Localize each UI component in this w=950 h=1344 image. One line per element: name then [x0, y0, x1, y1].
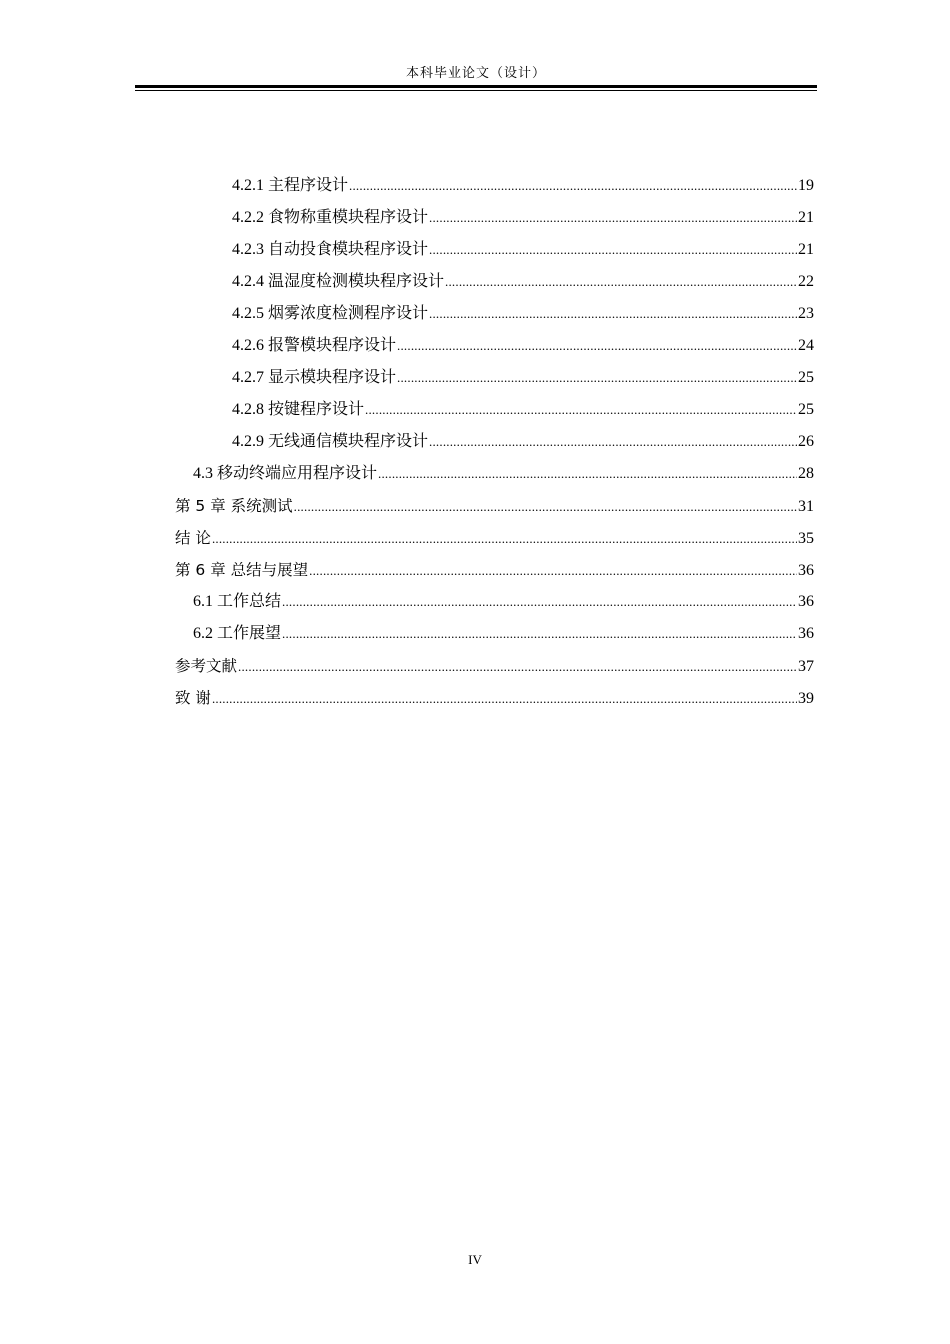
toc-entry-title: 4.2.3 自动投食模块程序设计	[232, 241, 429, 258]
toc-dot-leader	[238, 651, 797, 683]
header-rule-thick	[135, 85, 817, 88]
toc-entry-page: 28	[798, 465, 814, 482]
toc-entry[interactable]	[175, 522, 814, 554]
toc-dot-leader	[294, 491, 797, 523]
toc-dot-leader	[365, 394, 797, 426]
toc-entry[interactable]	[232, 202, 814, 234]
toc-entry-title: 4.2.6 报警模块程序设计	[232, 337, 397, 354]
page-number: IV	[468, 1252, 482, 1267]
toc-entry-page: 21	[798, 209, 814, 226]
toc-entry-page: 39	[798, 690, 814, 707]
toc-dot-leader	[429, 298, 797, 330]
toc-entry-page: 25	[798, 401, 814, 418]
toc-dot-leader	[429, 234, 797, 266]
toc-entry-title: 4.3 移动终端应用程序设计	[193, 465, 378, 482]
toc-entry-page: 22	[798, 273, 814, 290]
toc-entry[interactable]	[175, 650, 814, 682]
toc-entry[interactable]	[232, 266, 814, 298]
toc-entry-page: 37	[798, 658, 814, 675]
toc-entry-title: 4.2.9 无线通信模块程序设计	[232, 433, 429, 450]
toc-dot-leader	[397, 330, 797, 362]
toc-entry[interactable]	[175, 682, 814, 714]
toc-entry[interactable]	[193, 618, 814, 650]
toc-entry-title: 4.2.1 主程序设计	[232, 177, 349, 194]
toc-dot-leader	[429, 202, 797, 234]
toc-entry[interactable]	[232, 170, 814, 202]
toc-entry[interactable]	[232, 298, 814, 330]
toc-dot-leader	[282, 618, 797, 650]
toc-entry-page: 35	[798, 530, 814, 547]
toc-entry[interactable]	[232, 330, 814, 362]
toc-dot-leader	[378, 458, 797, 490]
toc-entry-title: 参考文献	[175, 657, 238, 675]
toc-entry-page: 36	[798, 625, 814, 642]
toc-entry-page: 36	[798, 593, 814, 610]
toc-entry-page: 24	[798, 337, 814, 354]
toc-dot-leader	[212, 523, 797, 555]
toc-entry-title: 第 5 章 系统测试	[175, 497, 293, 515]
toc-entry-title: 6.1 工作总结	[193, 593, 282, 610]
toc-entry-title: 4.2.5 烟雾浓度检测程序设计	[232, 305, 429, 322]
toc-entry-title: 6.2 工作展望	[193, 625, 282, 642]
toc-entry-page: 19	[798, 177, 814, 194]
toc-entry[interactable]	[175, 554, 814, 586]
toc-entry-title: 4.2.8 按键程序设计	[232, 401, 365, 418]
toc-dot-leader	[309, 555, 797, 587]
toc-entry-title: 致 谢	[175, 689, 211, 707]
toc-entry-page: 36	[798, 562, 814, 579]
toc-entry[interactable]	[175, 490, 814, 522]
toc-entry[interactable]	[193, 458, 814, 490]
toc-entry[interactable]	[232, 234, 814, 266]
toc-entry-title: 4.2.7 显示模块程序设计	[232, 369, 397, 386]
toc-entry[interactable]	[193, 586, 814, 618]
toc-entry-page: 31	[798, 498, 814, 515]
toc-entry-page: 25	[798, 369, 814, 386]
toc-dot-leader	[397, 362, 797, 394]
toc-dot-leader	[212, 683, 797, 715]
toc-entry-title: 第 6 章 总结与展望	[175, 561, 309, 579]
toc-dot-leader	[349, 170, 797, 202]
header-title: 本科毕业论文（设计）	[405, 65, 546, 80]
toc-entry-page: 23	[798, 305, 814, 322]
toc-entry[interactable]	[232, 426, 814, 458]
toc-entry-page: 26	[798, 433, 814, 450]
toc-entry-title: 结 论	[175, 529, 211, 547]
toc-dot-leader	[282, 586, 797, 618]
toc-entry-page: 21	[798, 241, 814, 258]
toc-entry[interactable]	[232, 362, 814, 394]
toc-entry-title: 4.2.4 温湿度检测模块程序设计	[232, 273, 445, 290]
header-rule-thin	[135, 90, 817, 91]
toc-dot-leader	[429, 426, 797, 458]
toc-entry[interactable]	[232, 394, 814, 426]
toc-entry-title: 4.2.2 食物称重模块程序设计	[232, 209, 429, 226]
toc-dot-leader	[445, 266, 797, 298]
